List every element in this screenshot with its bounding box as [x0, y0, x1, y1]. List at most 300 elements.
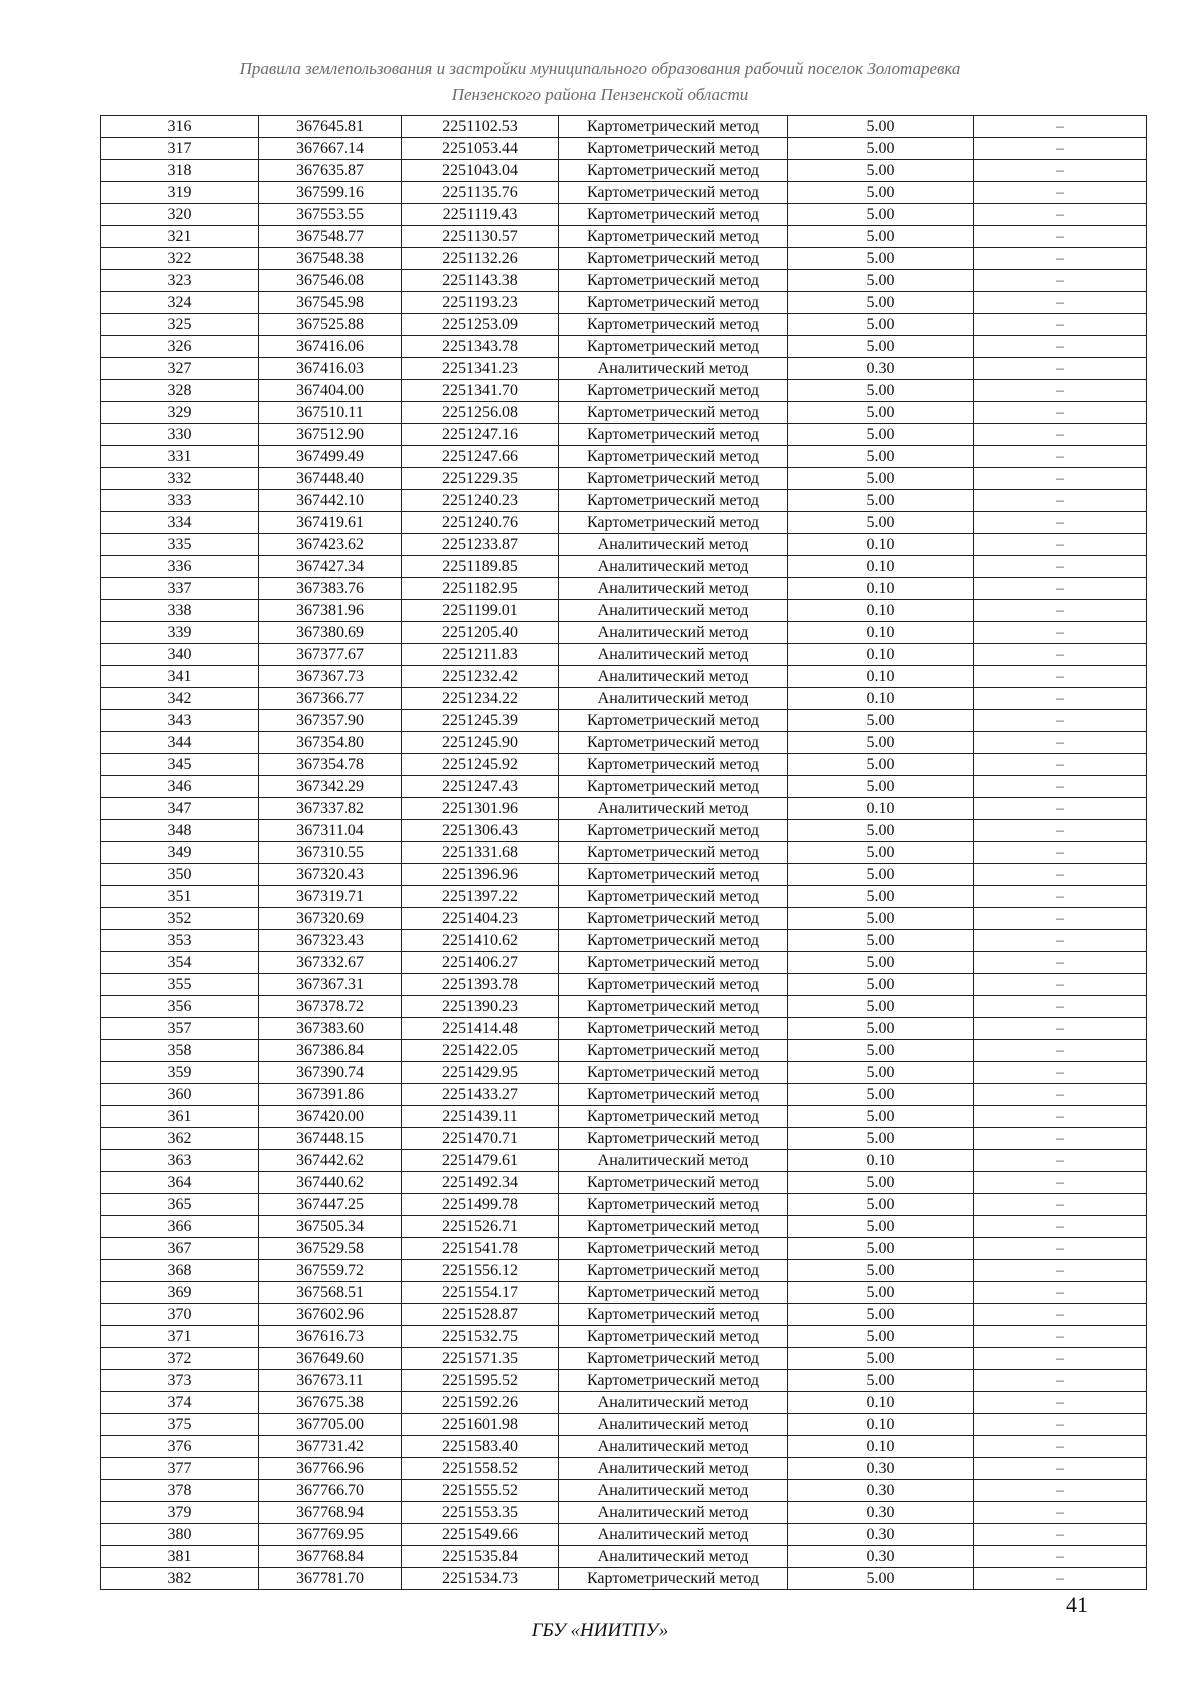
x-coordinate-cell: 367319.71 — [259, 886, 402, 908]
method-cell: Аналитический метод — [559, 534, 788, 556]
point-number-cell: 376 — [101, 1436, 259, 1458]
note-cell: – — [974, 1326, 1147, 1348]
table-row — [101, 798, 1147, 820]
y-coordinate-cell: 2251406.27 — [402, 952, 559, 974]
point-number-cell: 371 — [101, 1326, 259, 1348]
table-row — [101, 1436, 1147, 1458]
accuracy-cell: 5.00 — [788, 1040, 974, 1062]
point-number-cell: 380 — [101, 1524, 259, 1546]
method-cell: Картометрический метод — [559, 820, 788, 842]
x-coordinate-cell: 367390.74 — [259, 1062, 402, 1084]
note-cell: – — [974, 1238, 1147, 1260]
y-coordinate-cell: 2251229.35 — [402, 468, 559, 490]
y-coordinate-cell: 2251233.87 — [402, 534, 559, 556]
method-cell: Картометрический метод — [559, 1568, 788, 1590]
y-coordinate-cell: 2251135.76 — [402, 182, 559, 204]
accuracy-cell: 5.00 — [788, 930, 974, 952]
y-coordinate-cell: 2251571.35 — [402, 1348, 559, 1370]
table-row — [101, 1282, 1147, 1304]
table-row — [101, 1524, 1147, 1546]
method-cell: Картометрический метод — [559, 864, 788, 886]
point-number-cell: 347 — [101, 798, 259, 820]
accuracy-cell: 0.10 — [788, 1392, 974, 1414]
y-coordinate-cell: 2251555.52 — [402, 1480, 559, 1502]
x-coordinate-cell: 367367.31 — [259, 974, 402, 996]
method-cell: Картометрический метод — [559, 1216, 788, 1238]
point-number-cell: 362 — [101, 1128, 259, 1150]
y-coordinate-cell: 2251240.76 — [402, 512, 559, 534]
accuracy-cell: 5.00 — [788, 380, 974, 402]
y-coordinate-cell: 2251534.73 — [402, 1568, 559, 1590]
table-row — [101, 248, 1147, 270]
y-coordinate-cell: 2251247.66 — [402, 446, 559, 468]
point-number-cell: 325 — [101, 314, 259, 336]
x-coordinate-cell: 367419.61 — [259, 512, 402, 534]
method-cell: Картометрический метод — [559, 1238, 788, 1260]
x-coordinate-cell: 367404.00 — [259, 380, 402, 402]
accuracy-cell: 0.10 — [788, 798, 974, 820]
x-coordinate-cell: 367354.80 — [259, 732, 402, 754]
y-coordinate-cell: 2251182.95 — [402, 578, 559, 600]
table-row — [101, 1458, 1147, 1480]
y-coordinate-cell: 2251247.16 — [402, 424, 559, 446]
table-row — [101, 578, 1147, 600]
method-cell: Аналитический метод — [559, 1436, 788, 1458]
method-cell: Картометрический метод — [559, 1084, 788, 1106]
x-coordinate-cell: 367323.43 — [259, 930, 402, 952]
point-number-cell: 348 — [101, 820, 259, 842]
x-coordinate-cell: 367548.38 — [259, 248, 402, 270]
x-coordinate-cell: 367553.55 — [259, 204, 402, 226]
accuracy-cell: 5.00 — [788, 446, 974, 468]
point-number-cell: 329 — [101, 402, 259, 424]
point-number-cell: 337 — [101, 578, 259, 600]
accuracy-cell: 0.30 — [788, 1524, 974, 1546]
method-cell: Аналитический метод — [559, 556, 788, 578]
accuracy-cell: 5.00 — [788, 1062, 974, 1084]
note-cell: – — [974, 622, 1147, 644]
accuracy-cell: 0.10 — [788, 688, 974, 710]
table-row — [101, 1348, 1147, 1370]
x-coordinate-cell: 367602.96 — [259, 1304, 402, 1326]
table-row — [101, 1062, 1147, 1084]
y-coordinate-cell: 2251343.78 — [402, 336, 559, 358]
table-row — [101, 380, 1147, 402]
table-row — [101, 1480, 1147, 1502]
x-coordinate-cell: 367380.69 — [259, 622, 402, 644]
y-coordinate-cell: 2251053.44 — [402, 138, 559, 160]
method-cell: Картометрический метод — [559, 1106, 788, 1128]
note-cell: – — [974, 1150, 1147, 1172]
point-number-cell: 332 — [101, 468, 259, 490]
accuracy-cell: 5.00 — [788, 820, 974, 842]
x-coordinate-cell: 367505.34 — [259, 1216, 402, 1238]
table-row — [101, 974, 1147, 996]
accuracy-cell: 5.00 — [788, 292, 974, 314]
note-cell: – — [974, 688, 1147, 710]
table-row — [101, 644, 1147, 666]
method-cell: Аналитический метод — [559, 688, 788, 710]
point-number-cell: 318 — [101, 160, 259, 182]
note-cell: – — [974, 1568, 1147, 1590]
table-row — [101, 270, 1147, 292]
accuracy-cell: 5.00 — [788, 314, 974, 336]
method-cell: Картометрический метод — [559, 776, 788, 798]
note-cell: – — [974, 116, 1147, 138]
method-cell: Аналитический метод — [559, 798, 788, 820]
y-coordinate-cell: 2251245.39 — [402, 710, 559, 732]
x-coordinate-cell: 367731.42 — [259, 1436, 402, 1458]
x-coordinate-cell: 367781.70 — [259, 1568, 402, 1590]
accuracy-cell: 5.00 — [788, 248, 974, 270]
table-row — [101, 1238, 1147, 1260]
x-coordinate-cell: 367416.06 — [259, 336, 402, 358]
document-footer: ГБУ «НИИТПУ» — [531, 1620, 669, 1641]
y-coordinate-cell: 2251331.68 — [402, 842, 559, 864]
point-number-cell: 379 — [101, 1502, 259, 1524]
point-number-cell: 382 — [101, 1568, 259, 1590]
y-coordinate-cell: 2251553.35 — [402, 1502, 559, 1524]
method-cell: Аналитический метод — [559, 358, 788, 380]
y-coordinate-cell: 2251247.43 — [402, 776, 559, 798]
method-cell: Картометрический метод — [559, 204, 788, 226]
point-number-cell: 321 — [101, 226, 259, 248]
x-coordinate-cell: 367768.94 — [259, 1502, 402, 1524]
y-coordinate-cell: 2251256.08 — [402, 402, 559, 424]
accuracy-cell: 5.00 — [788, 710, 974, 732]
accuracy-cell: 0.30 — [788, 1480, 974, 1502]
point-number-cell: 327 — [101, 358, 259, 380]
method-cell: Аналитический метод — [559, 1546, 788, 1568]
table-row — [101, 996, 1147, 1018]
y-coordinate-cell: 2251301.96 — [402, 798, 559, 820]
note-cell: – — [974, 974, 1147, 996]
header-line-2: Пензенского района Пензенской области — [451, 85, 749, 104]
accuracy-cell: 5.00 — [788, 226, 974, 248]
point-number-cell: 360 — [101, 1084, 259, 1106]
x-coordinate-cell: 367416.03 — [259, 358, 402, 380]
x-coordinate-cell: 367645.81 — [259, 116, 402, 138]
y-coordinate-cell: 2251532.75 — [402, 1326, 559, 1348]
x-coordinate-cell: 367337.82 — [259, 798, 402, 820]
x-coordinate-cell: 367423.62 — [259, 534, 402, 556]
note-cell: – — [974, 776, 1147, 798]
point-number-cell: 326 — [101, 336, 259, 358]
note-cell: – — [974, 248, 1147, 270]
method-cell: Аналитический метод — [559, 666, 788, 688]
accuracy-cell: 0.10 — [788, 534, 974, 556]
point-number-cell: 345 — [101, 754, 259, 776]
x-coordinate-cell: 367377.67 — [259, 644, 402, 666]
x-coordinate-cell: 367442.10 — [259, 490, 402, 512]
accuracy-cell: 0.10 — [788, 644, 974, 666]
point-number-cell: 350 — [101, 864, 259, 886]
method-cell: Картометрический метод — [559, 1326, 788, 1348]
point-number-cell: 317 — [101, 138, 259, 160]
accuracy-cell: 5.00 — [788, 974, 974, 996]
x-coordinate-cell: 367667.14 — [259, 138, 402, 160]
y-coordinate-cell: 2251390.23 — [402, 996, 559, 1018]
accuracy-cell: 5.00 — [788, 182, 974, 204]
method-cell: Аналитический метод — [559, 1524, 788, 1546]
accuracy-cell: 5.00 — [788, 424, 974, 446]
y-coordinate-cell: 2251199.01 — [402, 600, 559, 622]
accuracy-cell: 5.00 — [788, 1304, 974, 1326]
header-line-1: Правила землепользования и застройки муниципального образования рабочий поселок Золотаревка — [239, 59, 961, 78]
note-cell: – — [974, 600, 1147, 622]
point-number-cell: 368 — [101, 1260, 259, 1282]
method-cell: Картометрический метод — [559, 490, 788, 512]
y-coordinate-cell: 2251601.98 — [402, 1414, 559, 1436]
x-coordinate-cell: 367367.73 — [259, 666, 402, 688]
y-coordinate-cell: 2251583.40 — [402, 1436, 559, 1458]
note-cell: – — [974, 314, 1147, 336]
table-row — [101, 358, 1147, 380]
x-coordinate-cell: 367499.49 — [259, 446, 402, 468]
table-row — [101, 402, 1147, 424]
accuracy-cell: 5.00 — [788, 512, 974, 534]
table-row — [101, 556, 1147, 578]
y-coordinate-cell: 2251205.40 — [402, 622, 559, 644]
accuracy-cell: 5.00 — [788, 402, 974, 424]
method-cell: Аналитический метод — [559, 1150, 788, 1172]
point-number-cell: 330 — [101, 424, 259, 446]
method-cell: Картометрический метод — [559, 1260, 788, 1282]
table-row — [101, 1150, 1147, 1172]
point-number-cell: 343 — [101, 710, 259, 732]
accuracy-cell: 5.00 — [788, 1106, 974, 1128]
table-row — [101, 754, 1147, 776]
method-cell: Картометрический метод — [559, 248, 788, 270]
x-coordinate-cell: 367311.04 — [259, 820, 402, 842]
method-cell: Картометрический метод — [559, 886, 788, 908]
accuracy-cell: 5.00 — [788, 952, 974, 974]
method-cell: Картометрический метод — [559, 1040, 788, 1062]
method-cell: Аналитический метод — [559, 1392, 788, 1414]
point-number-cell: 353 — [101, 930, 259, 952]
method-cell: Аналитический метод — [559, 1480, 788, 1502]
x-coordinate-cell: 367545.98 — [259, 292, 402, 314]
y-coordinate-cell: 2251143.38 — [402, 270, 559, 292]
table-row — [101, 512, 1147, 534]
x-coordinate-cell: 367391.86 — [259, 1084, 402, 1106]
method-cell: Картометрический метод — [559, 1062, 788, 1084]
note-cell: – — [974, 1502, 1147, 1524]
y-coordinate-cell: 2251306.43 — [402, 820, 559, 842]
y-coordinate-cell: 2251132.26 — [402, 248, 559, 270]
method-cell: Аналитический метод — [559, 622, 788, 644]
table-row — [101, 886, 1147, 908]
point-number-cell: 357 — [101, 1018, 259, 1040]
note-cell: – — [974, 864, 1147, 886]
method-cell: Картометрический метод — [559, 732, 788, 754]
accuracy-cell: 5.00 — [788, 1216, 974, 1238]
table-row — [101, 1502, 1147, 1524]
note-cell: – — [974, 160, 1147, 182]
note-cell: – — [974, 996, 1147, 1018]
accuracy-cell: 5.00 — [788, 1194, 974, 1216]
method-cell: Картометрический метод — [559, 1370, 788, 1392]
point-number-cell: 328 — [101, 380, 259, 402]
note-cell: – — [974, 446, 1147, 468]
method-cell: Картометрический метод — [559, 1282, 788, 1304]
x-coordinate-cell: 367448.15 — [259, 1128, 402, 1150]
y-coordinate-cell: 2251341.23 — [402, 358, 559, 380]
note-cell: – — [974, 930, 1147, 952]
x-coordinate-cell: 367383.60 — [259, 1018, 402, 1040]
note-cell: – — [974, 1084, 1147, 1106]
point-number-cell: 378 — [101, 1480, 259, 1502]
table-row — [101, 952, 1147, 974]
table-row — [101, 600, 1147, 622]
accuracy-cell: 5.00 — [788, 1084, 974, 1106]
point-number-cell: 334 — [101, 512, 259, 534]
coordinates-table — [100, 115, 1147, 1590]
table-row — [101, 666, 1147, 688]
y-coordinate-cell: 2251234.22 — [402, 688, 559, 710]
note-cell: – — [974, 1018, 1147, 1040]
table-row — [101, 138, 1147, 160]
method-cell: Картометрический метод — [559, 468, 788, 490]
note-cell: – — [974, 512, 1147, 534]
table-row — [101, 182, 1147, 204]
point-number-cell: 361 — [101, 1106, 259, 1128]
note-cell: – — [974, 468, 1147, 490]
method-cell: Картометрический метод — [559, 116, 788, 138]
note-cell: – — [974, 1524, 1147, 1546]
y-coordinate-cell: 2251470.71 — [402, 1128, 559, 1150]
y-coordinate-cell: 2251404.23 — [402, 908, 559, 930]
x-coordinate-cell: 367705.00 — [259, 1414, 402, 1436]
note-cell: – — [974, 666, 1147, 688]
point-number-cell: 366 — [101, 1216, 259, 1238]
note-cell: – — [974, 1370, 1147, 1392]
x-coordinate-cell: 367769.95 — [259, 1524, 402, 1546]
note-cell: – — [974, 1216, 1147, 1238]
method-cell: Картометрический метод — [559, 842, 788, 864]
accuracy-cell: 5.00 — [788, 1172, 974, 1194]
x-coordinate-cell: 367320.43 — [259, 864, 402, 886]
x-coordinate-cell: 367529.58 — [259, 1238, 402, 1260]
point-number-cell: 316 — [101, 116, 259, 138]
point-number-cell: 333 — [101, 490, 259, 512]
point-number-cell: 322 — [101, 248, 259, 270]
note-cell: – — [974, 1458, 1147, 1480]
note-cell: – — [974, 886, 1147, 908]
point-number-cell: 331 — [101, 446, 259, 468]
method-cell: Картометрический метод — [559, 446, 788, 468]
method-cell: Картометрический метод — [559, 226, 788, 248]
table-row — [101, 468, 1147, 490]
x-coordinate-cell: 367599.16 — [259, 182, 402, 204]
table-row — [101, 490, 1147, 512]
method-cell: Картометрический метод — [559, 710, 788, 732]
y-coordinate-cell: 2251429.95 — [402, 1062, 559, 1084]
note-cell: – — [974, 754, 1147, 776]
point-number-cell: 320 — [101, 204, 259, 226]
x-coordinate-cell: 367559.72 — [259, 1260, 402, 1282]
y-coordinate-cell: 2251541.78 — [402, 1238, 559, 1260]
point-number-cell: 342 — [101, 688, 259, 710]
method-cell: Картометрический метод — [559, 270, 788, 292]
point-number-cell: 369 — [101, 1282, 259, 1304]
table-row — [101, 204, 1147, 226]
table-row — [101, 226, 1147, 248]
method-cell: Картометрический метод — [559, 908, 788, 930]
method-cell: Картометрический метод — [559, 380, 788, 402]
table-row — [101, 1260, 1147, 1282]
table-row — [101, 1304, 1147, 1326]
note-cell: – — [974, 380, 1147, 402]
y-coordinate-cell: 2251393.78 — [402, 974, 559, 996]
method-cell: Картометрический метод — [559, 292, 788, 314]
point-number-cell: 359 — [101, 1062, 259, 1084]
y-coordinate-cell: 2251556.12 — [402, 1260, 559, 1282]
y-coordinate-cell: 2251396.96 — [402, 864, 559, 886]
table-row — [101, 1546, 1147, 1568]
y-coordinate-cell: 2251043.04 — [402, 160, 559, 182]
table-row — [101, 292, 1147, 314]
accuracy-cell: 0.10 — [788, 622, 974, 644]
method-cell: Картометрический метод — [559, 1128, 788, 1150]
accuracy-cell: 5.00 — [788, 1370, 974, 1392]
point-number-cell: 351 — [101, 886, 259, 908]
x-coordinate-cell: 367357.90 — [259, 710, 402, 732]
accuracy-cell: 5.00 — [788, 160, 974, 182]
method-cell: Аналитический метод — [559, 578, 788, 600]
table-row — [101, 688, 1147, 710]
method-cell: Картометрический метод — [559, 952, 788, 974]
x-coordinate-cell: 367386.84 — [259, 1040, 402, 1062]
note-cell: – — [974, 1392, 1147, 1414]
y-coordinate-cell: 2251592.26 — [402, 1392, 559, 1414]
accuracy-cell: 5.00 — [788, 336, 974, 358]
y-coordinate-cell: 2251341.70 — [402, 380, 559, 402]
x-coordinate-cell: 367310.55 — [259, 842, 402, 864]
point-number-cell: 339 — [101, 622, 259, 644]
accuracy-cell: 5.00 — [788, 754, 974, 776]
point-number-cell: 377 — [101, 1458, 259, 1480]
x-coordinate-cell: 367548.77 — [259, 226, 402, 248]
accuracy-cell: 5.00 — [788, 864, 974, 886]
method-cell: Картометрический метод — [559, 1348, 788, 1370]
y-coordinate-cell: 2251528.87 — [402, 1304, 559, 1326]
y-coordinate-cell: 2251479.61 — [402, 1150, 559, 1172]
note-cell: – — [974, 182, 1147, 204]
note-cell: – — [974, 1172, 1147, 1194]
x-coordinate-cell: 367616.73 — [259, 1326, 402, 1348]
note-cell: – — [974, 842, 1147, 864]
x-coordinate-cell: 367525.88 — [259, 314, 402, 336]
method-cell: Аналитический метод — [559, 1458, 788, 1480]
accuracy-cell: 5.00 — [788, 1260, 974, 1282]
y-coordinate-cell: 2251535.84 — [402, 1546, 559, 1568]
note-cell: – — [974, 710, 1147, 732]
y-coordinate-cell: 2251193.23 — [402, 292, 559, 314]
note-cell: – — [974, 1260, 1147, 1282]
y-coordinate-cell: 2251102.53 — [402, 116, 559, 138]
note-cell: – — [974, 270, 1147, 292]
method-cell: Картометрический метод — [559, 1018, 788, 1040]
point-number-cell: 341 — [101, 666, 259, 688]
method-cell: Картометрический метод — [559, 1172, 788, 1194]
method-cell: Картометрический метод — [559, 402, 788, 424]
note-cell: – — [974, 1414, 1147, 1436]
note-cell: – — [974, 204, 1147, 226]
point-number-cell: 355 — [101, 974, 259, 996]
accuracy-cell: 0.30 — [788, 358, 974, 380]
note-cell: – — [974, 556, 1147, 578]
